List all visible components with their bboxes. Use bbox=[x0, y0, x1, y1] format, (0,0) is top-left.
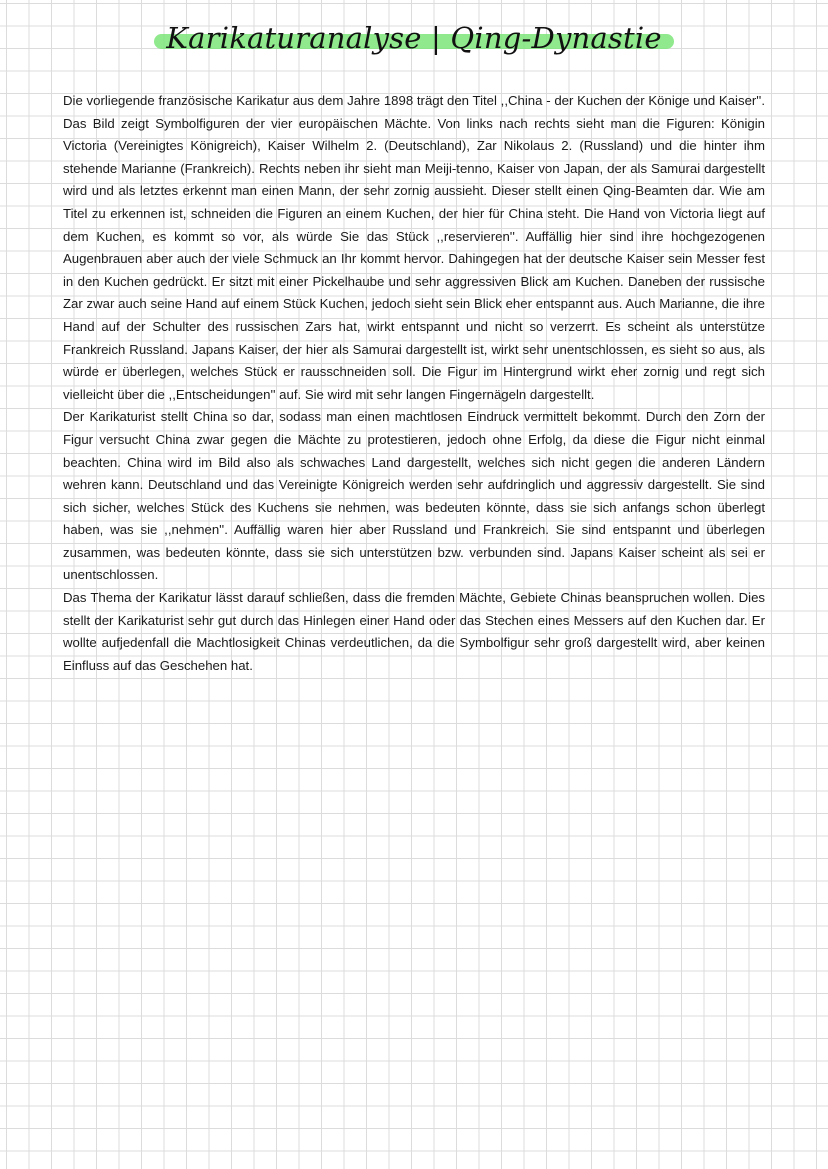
paragraph-interpretation: Der Karikaturist stellt China so dar, sodass man einen machtlosen Eindruck vermittelt bekommt. Durch den Zorn der Figur versucht China zwar gegen die Mächte zu protestieren, jedoch ohne Erfolg, da diese die Figur nicht einmal beachten. China wird im Bild also als schwaches Land dargestellt, welches sich nicht gegen die anderen Ländern wehren kann. Deutschland und das Vereinigte Königreich werden sehr aufdringlich und aggressiv dargestellt. Sie sind sich sicher, welches Stück des Kuchens sie nehmen, was bedeuten könnte, dass sie sich anfangs schon überlegt haben, was sie ,,nehmen''. Auffällig waren hier aber Russland und Frankreich. Sie sind entspannt und überlegen zusammen, was bedeuten könnte, dass sie sich unterstützen bzw. verbunden sind. Japans Kaiser scheint als sei er unentschlossen. bbox=[63, 409, 765, 583]
page-title-text: Karikaturanalyse | Qing-Dynastie bbox=[166, 21, 662, 55]
page-title bbox=[150, 18, 677, 58]
paragraph-description: Die vorliegende französische Karikatur aus dem Jahre 1898 trägt den Titel ,,China - der Kuchen der Könige und Kaiser''. Das Bild zeigt Symbolfiguren der vier europäischen Mächte. Von links nach rechts sieht man die Figuren: Königin Victoria (Vereinigtes Königreich), Kaiser Wilhelm 2. (Deutschland), Zar Nikolaus 2. (Russland) und die hinter ihm stehende Marianne (Frankreich). Rechts neben ihr sieht man Meiji-tenno, Kaiser von Japan, der als Samurai dargestellt wird und als letztes erkennt man einen Mann, der sehr zornig aussieht. Dieser stellt einen Qing-Beamten dar. Wie am Titel zu erkennen ist, schneiden die Figuren an einem Kuchen, der hier für China steht. Die Hand von Victoria liegt auf dem Kuchen, es kommt so vor, als würde Sie das Stück ,,reservieren''. Auffällig hier sind ihre hochgezogenen Augenbrauen aber auch der viele Schmuck an Ihr kommt hervor. Dahingegen hat der deutsche Kaiser sein Messer fest in den Kuchen gedrückt. Er sitzt mit einer Pickelhaube und sehr aggressiven Blick am Kuchen. Daneben der russische Zar zwar auch seine Hand auf einem Stück Kuchen, jedoch sieht sein Blick eher entspannt aus. Auch Marianne, die ihre Hand auf der Schulter des russischen Zars hat, wirkt entspannt und nicht so verzerrt. Es scheint als unterstütze Frankreich Russland. Japans Kaiser, der hier als Samurai dargestellt ist, wirkt sehr unentschlossen, es sieht so aus, als würde er überlegen, welches Stück er rausschneiden soll. Die Figur im Hintergrund wirkt eher zornig und regt sich vielleicht über die ,,Entscheidungen'' auf. Sie wird mit sehr langen Fingernägeln dargestellt. bbox=[63, 93, 765, 402]
paragraph-conclusion: Das Thema der Karikatur lässt darauf schließen, dass die fremden Mächte, Gebiete Chinas beanspruchen wollen. Dies stellt der Karikaturist sehr gut durch das Hinlegen einer Hand oder das Stechen eines Messers auf den Kuchen dar. Er wollte aufjedenfall die Machtlosigkeit Chinas verdeutlichen, da die Symbolfigur sehr groß dargestellt wird, aber keinen Einfluss auf das Geschehen hat. bbox=[63, 590, 765, 673]
title-container bbox=[0, 18, 828, 58]
analysis-text bbox=[63, 90, 765, 677]
